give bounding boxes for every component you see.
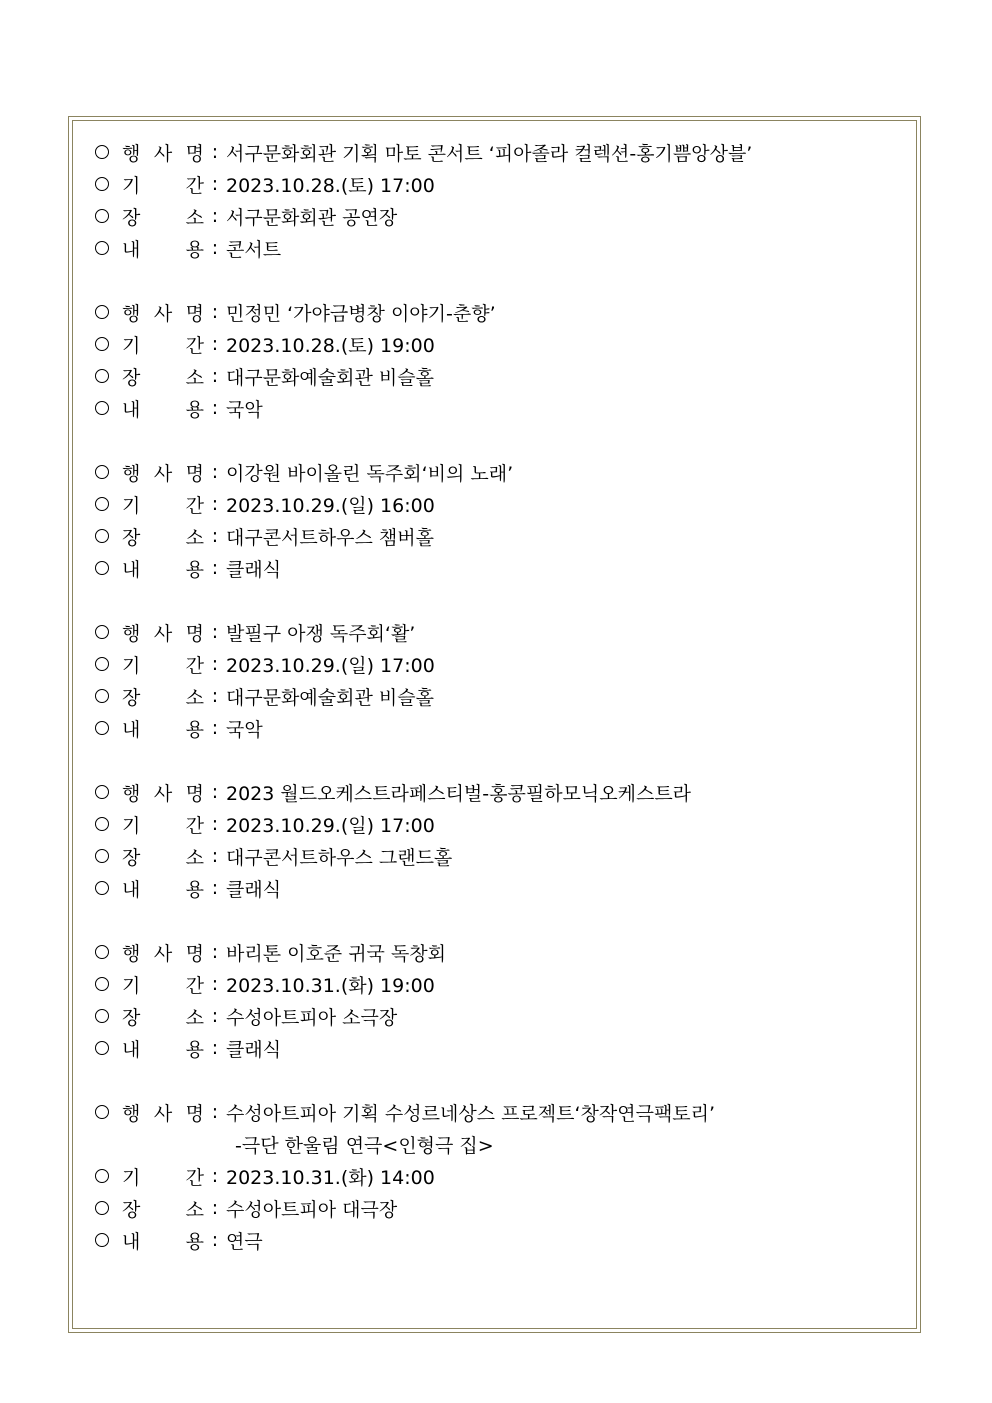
circle-bullet-icon <box>95 209 109 223</box>
event-place-value: 수성아트피아 소극장 <box>226 1006 398 1029</box>
colon: : <box>211 1197 219 1219</box>
event-content-row <box>95 712 905 744</box>
event-name-continuation: -극단 한울림 연극<인형극 집> <box>235 1134 494 1157</box>
event-content-label: 내 용 <box>122 398 204 421</box>
event-place-value: 대구콘서트하우스 챔버홀 <box>226 526 434 549</box>
circle-bullet-icon <box>95 337 109 351</box>
circle-bullet-icon <box>95 1105 109 1119</box>
colon: : <box>211 1037 219 1059</box>
circle-bullet-icon <box>95 401 109 415</box>
event-entry-7 <box>95 1096 905 1256</box>
event-name-value: 서구문화회관 기획 마토 콘서트 ‘피아졸라 컬렉션-홍기쁨앙상블’ <box>226 142 753 165</box>
colon: : <box>211 205 219 227</box>
circle-bullet-icon <box>95 177 109 191</box>
event-name-row <box>95 1096 905 1128</box>
event-content-row <box>95 1224 905 1256</box>
event-period-value: 2023.10.31.(화) 14:00 <box>226 1166 435 1189</box>
colon: : <box>211 301 219 323</box>
event-name-row <box>95 936 905 968</box>
event-period-row <box>95 328 905 360</box>
event-content-value: 콘서트 <box>226 238 282 261</box>
event-content-row <box>95 872 905 904</box>
circle-bullet-icon <box>95 497 109 511</box>
colon: : <box>211 941 219 963</box>
colon: : <box>211 333 219 355</box>
event-place-row <box>95 520 905 552</box>
event-name-value: 수성아트피아 기획 수성르네상스 프로젝트‘창작연극팩토리’ <box>226 1102 716 1125</box>
event-entry-1 <box>95 136 905 264</box>
event-content-value: 클래식 <box>226 1038 282 1061</box>
event-period-value: 2023.10.29.(일) 17:00 <box>226 814 435 837</box>
event-content-label: 내 용 <box>122 238 204 261</box>
circle-bullet-icon <box>95 1201 109 1215</box>
event-place-row <box>95 200 905 232</box>
event-content-value: 국악 <box>226 718 263 741</box>
event-place-row <box>95 840 905 872</box>
circle-bullet-icon <box>95 817 109 831</box>
colon: : <box>211 1229 219 1251</box>
event-place-label: 장 소 <box>122 1006 204 1029</box>
colon: : <box>211 1165 219 1187</box>
colon: : <box>211 1101 219 1123</box>
event-content-row <box>95 552 905 584</box>
circle-bullet-icon <box>95 977 109 991</box>
event-period-label: 기 간 <box>122 174 204 197</box>
event-name-label: 행 사 명 <box>122 302 204 325</box>
event-place-row <box>95 1192 905 1224</box>
event-name-value: 바리톤 이호준 귀국 독창회 <box>226 942 447 965</box>
event-name-label: 행 사 명 <box>122 462 204 485</box>
colon: : <box>211 557 219 579</box>
circle-bullet-icon <box>95 561 109 575</box>
event-place-label: 장 소 <box>122 366 204 389</box>
event-name-continuation-row <box>95 1128 905 1160</box>
event-name-value: 발필구 아쟁 독주회‘활’ <box>226 622 416 645</box>
event-name-row <box>95 296 905 328</box>
event-entry-6 <box>95 936 905 1064</box>
event-content-label: 내 용 <box>122 878 204 901</box>
event-content-row <box>95 232 905 264</box>
circle-bullet-icon <box>95 1233 109 1247</box>
circle-bullet-icon <box>95 529 109 543</box>
circle-bullet-icon <box>95 369 109 383</box>
colon: : <box>211 141 219 163</box>
event-content-label: 내 용 <box>122 1038 204 1061</box>
colon: : <box>211 525 219 547</box>
colon: : <box>211 237 219 259</box>
event-period-value: 2023.10.29.(일) 16:00 <box>226 494 435 517</box>
circle-bullet-icon <box>95 625 109 639</box>
event-content-value: 국악 <box>226 398 263 421</box>
colon: : <box>211 621 219 643</box>
event-name-label: 행 사 명 <box>122 942 204 965</box>
circle-bullet-icon <box>95 945 109 959</box>
colon: : <box>211 653 219 675</box>
event-place-value: 수성아트피아 대극장 <box>226 1198 398 1221</box>
event-place-value: 대구콘서트하우스 그랜드홀 <box>226 846 453 869</box>
event-name-row <box>95 616 905 648</box>
event-entry-2 <box>95 296 905 424</box>
colon: : <box>211 813 219 835</box>
event-name-label: 행 사 명 <box>122 142 204 165</box>
event-period-row <box>95 1160 905 1192</box>
colon: : <box>211 173 219 195</box>
circle-bullet-icon <box>95 305 109 319</box>
colon: : <box>211 461 219 483</box>
event-place-value: 대구문화예술회관 비슬홀 <box>226 686 434 709</box>
colon: : <box>211 877 219 899</box>
event-name-label: 행 사 명 <box>122 1102 204 1125</box>
event-content-value: 연극 <box>226 1230 263 1253</box>
circle-bullet-icon <box>95 1009 109 1023</box>
event-place-label: 장 소 <box>122 846 204 869</box>
colon: : <box>211 781 219 803</box>
colon: : <box>211 1005 219 1027</box>
event-name-value: 민정민 ‘가야금병창 이야기-춘향’ <box>226 302 496 325</box>
colon: : <box>211 845 219 867</box>
event-period-value: 2023.10.31.(화) 19:00 <box>226 974 435 997</box>
event-name-value: 이강원 바이올린 독주회‘비의 노래’ <box>226 462 514 485</box>
event-name-row <box>95 456 905 488</box>
colon: : <box>211 973 219 995</box>
event-content-row <box>95 1032 905 1064</box>
event-period-label: 기 간 <box>122 334 204 357</box>
event-period-value: 2023.10.28.(토) 17:00 <box>226 174 435 197</box>
colon: : <box>211 397 219 419</box>
event-entry-5 <box>95 776 905 904</box>
colon: : <box>211 493 219 515</box>
circle-bullet-icon <box>95 721 109 735</box>
circle-bullet-icon <box>95 145 109 159</box>
event-entry-4 <box>95 616 905 744</box>
circle-bullet-icon <box>95 689 109 703</box>
event-period-label: 기 간 <box>122 974 204 997</box>
event-period-row <box>95 648 905 680</box>
event-period-value: 2023.10.28.(토) 19:00 <box>226 334 435 357</box>
event-period-label: 기 간 <box>122 1166 204 1189</box>
event-entry-3 <box>95 456 905 584</box>
colon: : <box>211 685 219 707</box>
event-period-label: 기 간 <box>122 654 204 677</box>
event-period-label: 기 간 <box>122 494 204 517</box>
event-place-label: 장 소 <box>122 1198 204 1221</box>
colon: : <box>211 717 219 739</box>
event-name-label: 행 사 명 <box>122 622 204 645</box>
event-name-row <box>95 136 905 168</box>
event-content-label: 내 용 <box>122 718 204 741</box>
event-content-label: 내 용 <box>122 558 204 581</box>
event-period-row <box>95 488 905 520</box>
circle-bullet-icon <box>95 465 109 479</box>
circle-bullet-icon <box>95 1169 109 1183</box>
event-name-row <box>95 776 905 808</box>
event-place-row <box>95 680 905 712</box>
event-place-value: 대구문화예술회관 비슬홀 <box>226 366 434 389</box>
circle-bullet-icon <box>95 881 109 895</box>
event-place-label: 장 소 <box>122 686 204 709</box>
event-place-label: 장 소 <box>122 526 204 549</box>
event-place-label: 장 소 <box>122 206 204 229</box>
colon: : <box>211 365 219 387</box>
event-content-value: 클래식 <box>226 558 282 581</box>
circle-bullet-icon <box>95 241 109 255</box>
event-content-label: 내 용 <box>122 1230 204 1253</box>
event-period-row <box>95 168 905 200</box>
circle-bullet-icon <box>95 1041 109 1055</box>
event-place-row <box>95 1000 905 1032</box>
event-period-label: 기 간 <box>122 814 204 837</box>
event-period-row <box>95 968 905 1000</box>
event-name-value: 2023 월드오케스트라페스티벌-홍콩필하모닉오케스트라 <box>226 782 692 805</box>
circle-bullet-icon <box>95 657 109 671</box>
event-content-row <box>95 392 905 424</box>
event-period-row <box>95 808 905 840</box>
event-place-row <box>95 360 905 392</box>
circle-bullet-icon <box>95 785 109 799</box>
event-list <box>95 136 905 1288</box>
event-content-value: 클래식 <box>226 878 282 901</box>
circle-bullet-icon <box>95 849 109 863</box>
event-place-value: 서구문화회관 공연장 <box>226 206 398 229</box>
event-name-label: 행 사 명 <box>122 782 204 805</box>
event-period-value: 2023.10.29.(일) 17:00 <box>226 654 435 677</box>
